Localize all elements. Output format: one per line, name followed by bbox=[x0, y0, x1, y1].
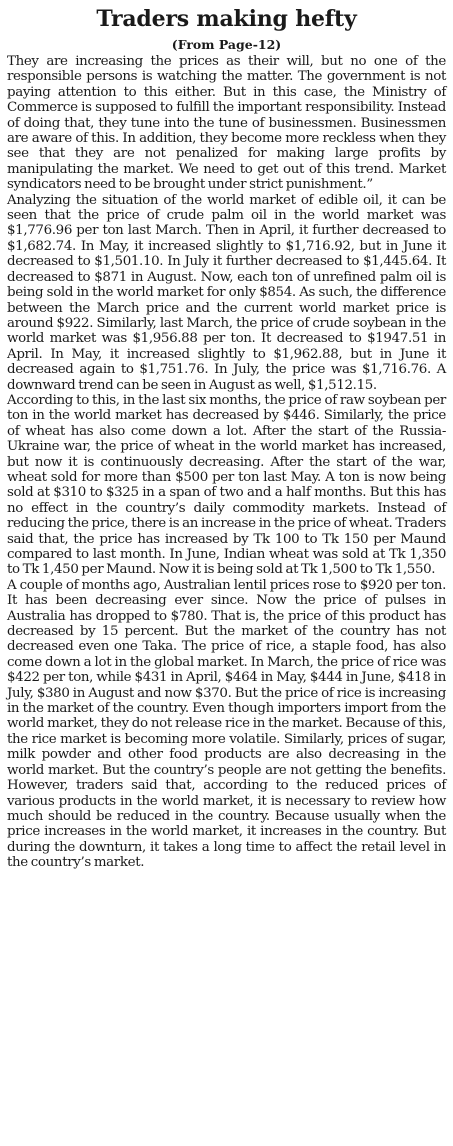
article-paragraph-2: Analyzing the situation of the world market of edible oil, it can be seen that the price of crude palm oil in the world market was $1,776.96 per ton last March. Then in April, it further decreased to $1,682.74. In May, it increased slightly to $1,716.92, but in June it decreased to $1,501.10. In July it further decreased to $1,445.64. It decreased to $871 in August. Now, each ton of unrefined palm oil is being sold in the world market for only $854. As such, the difference between the March price and the current world market price is around $922. Similarly, last March, the price of crude soybean in the world market was $1,956.88 per ton. It decreased to $1947.51 in April. In May, it increased slightly to $1,962.88, but in June it decreased again to $1,751.76. In July, the price was $1,716.76. A downward trend can be seen in August as well, $1,512.15. bbox=[7, 192, 446, 393]
headline: Traders making hefty bbox=[96, 6, 357, 32]
article-paragraph-3: According to this, in the last six months, the price of raw soybean per ton in the world market has decreased by $446. Similarly, the price of wheat has also come down a lot. After the start of the Russia-Ukraine war, the price of wheat in the world market has increased, but now it is continuously decreasing. After the start of the war, wheat sold for more than $500 per ton last May. A ton is now being sold at $310 to $325 in a span of two and a half months. But this has no effect in the country’s daily commodity markets. Instead of reducing the price, there is an increase in the price of wheat. Traders said that, the price has increased by Tk 100 to Tk 150 per Maund compared to last month. In June, Indian wheat was sold at Tk 1,350 to Tk 1,450 per Maund. Now it is being sold at Tk 1,500 to Tk 1,550. bbox=[7, 392, 446, 578]
article-paragraph-1: They are increasing the prices as their will, but no one of the responsible persons is watching the matter. The government is not paying attention to this either. But in this case, the Ministry of Commerce is supposed to fulfill the important responsibility. Instead of doing that, they tune into the tune of businessmen. Businessmen are aware of this. In addition, they become more reckless when they see that they are not penalized for making large profits by manipulating the market. We need to get out of this trend. Market syndicators need to be brought under strict punishment.” bbox=[7, 54, 446, 193]
article-paragraph-4: A couple of months ago, Australian lentil prices rose to $920 per ton. It has been decreasing ever since. Now the price of pulses in Australia has dropped to $780. That is, the price of this product has decreased by 15 percent. But the market of the country has not decreased even one Taka. The price of rice, a staple food, has also come down a lot in the global market. In March, the price of rice was $422 per ton, while $431 in April, $464 in May, $444 in June, $418 in July, $380 in August and now $370. But the price of rice is increasing in the market of the country. Even though importers import from the world market, they do not release rice in the market. Because of this, the rice market is becoming more volatile. Similarly, prices of sugar, milk powder and other food products are also decreasing in the world market. But the country’s people are not getting the benefits. However, traders said that, according to the reduced prices of various products in the world market, it is necessary to review how much should be reduced in the country. Because usually when the price increases in the world market, it increases in the country. But during the downturn, it takes a long time to affect the retail level in the country’s market. bbox=[7, 577, 446, 871]
continued-from-line: (From Page-12) bbox=[171, 37, 282, 52]
